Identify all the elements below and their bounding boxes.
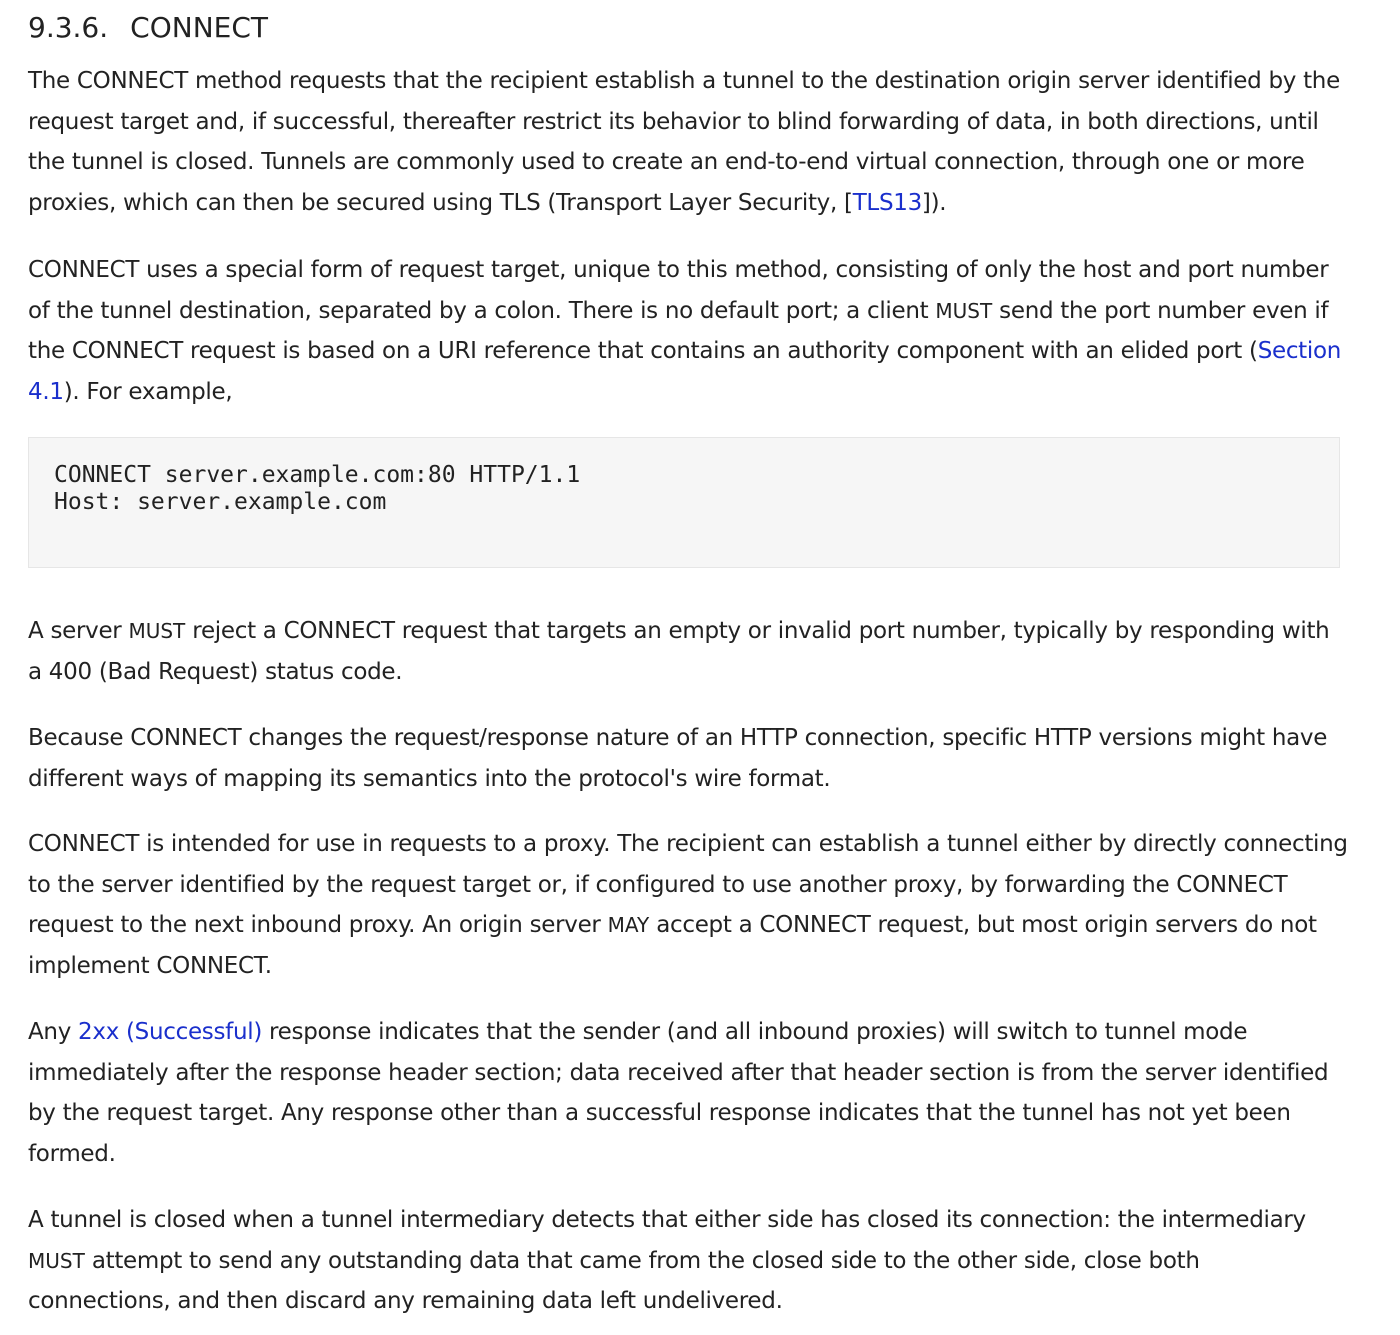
paragraph-request-target-form xyxy=(28,250,1348,413)
bcp14-keyword: MUST xyxy=(128,619,186,643)
section-title: CONNECT xyxy=(130,11,268,44)
paragraph-text: ). For example, xyxy=(63,379,233,406)
code-line: CONNECT server.example.com:80 HTTP/1.1 xyxy=(54,462,581,488)
section-number: 9.3.6. xyxy=(28,11,109,44)
paragraph-text: response indicates that the sender (and all inbound proxies) will switch to tunnel mode immediately after the response header section; data received after that header section is from the server identified by the request target. Any response other than a successful response indicates that the tunnel has not yet been formed. xyxy=(28,1019,1329,1168)
paragraph-connect-method xyxy=(28,61,1348,224)
section-link-4-1[interactable]: Section 4.1 xyxy=(28,338,1342,406)
paragraph-text: send the port number even if the CONNECT request is based on a URI reference that contains an authority component with an elided port ( xyxy=(28,297,1329,365)
code-example xyxy=(28,437,1340,568)
paragraph-text: Because CONNECT changes the request/response nature of an HTTP connection, specific HTTP versions might have different ways of mapping its semantics into the protocol's wire format. xyxy=(28,725,1328,792)
paragraph-successful-response xyxy=(28,1012,1348,1175)
code-line: Host: server.example.com xyxy=(54,489,387,515)
paragraph-text: CONNECT is intended for use in requests to a proxy. The recipient can establish a tunnel either by directly connecting to the server identified by the request target or, if configured to use another proxy, by forwarding the CONNECT request to the next inbound proxy. An origin server xyxy=(28,831,1348,939)
paragraph-tunnel-closed xyxy=(28,1200,1348,1322)
status-link-2xx-successful[interactable]: 2xx (Successful) xyxy=(78,1019,263,1045)
reference-link-tls13[interactable]: TLS13 xyxy=(852,190,922,217)
paragraph-text: A server xyxy=(28,618,129,644)
paragraph-text: CONNECT uses a special form of request target, unique to this method, consisting of only the host and port number of the tunnel destination, separated by a colon. There is no default port; a client xyxy=(28,257,1329,324)
paragraph-http-versions xyxy=(28,718,1348,799)
paragraph-text: A tunnel is closed when a tunnel intermediary detects that either side has closed its connection: the intermediary xyxy=(28,1207,1306,1233)
paragraph-text: ]). xyxy=(921,190,947,217)
paragraph-proxy-use xyxy=(28,824,1348,987)
paragraph-text: The CONNECT method requests that the recipient establish a tunnel to the destination origin server identified by the request target and, if successful, thereafter restrict its behavior to blind forwarding of data, in both directions, until the tunnel is closed. Tunnels are commonly used to create an end-to-end virtual connection, through one or more proxies, which can then be secured using TLS (Transport Layer Security, [ xyxy=(28,68,1340,217)
section-heading xyxy=(28,8,268,48)
bcp14-keyword: MUST xyxy=(28,1248,85,1273)
paragraph-text: reject a CONNECT request that targets an empty or invalid port number, typically by responding with a 400 (Bad Request) status code. xyxy=(28,618,1330,685)
paragraph-text: Any xyxy=(28,1019,79,1045)
bcp14-keyword: MUST xyxy=(935,298,993,323)
paragraph-text: accept a CONNECT request, but most origin servers do not implement CONNECT. xyxy=(28,912,1317,980)
paragraph-invalid-port xyxy=(28,611,1348,692)
bcp14-keyword: MAY xyxy=(607,913,650,938)
paragraph-text: attempt to send any outstanding data that came from the closed side to the other side, close both connections, and then discard any remaining data left undelivered. xyxy=(28,1247,1200,1315)
